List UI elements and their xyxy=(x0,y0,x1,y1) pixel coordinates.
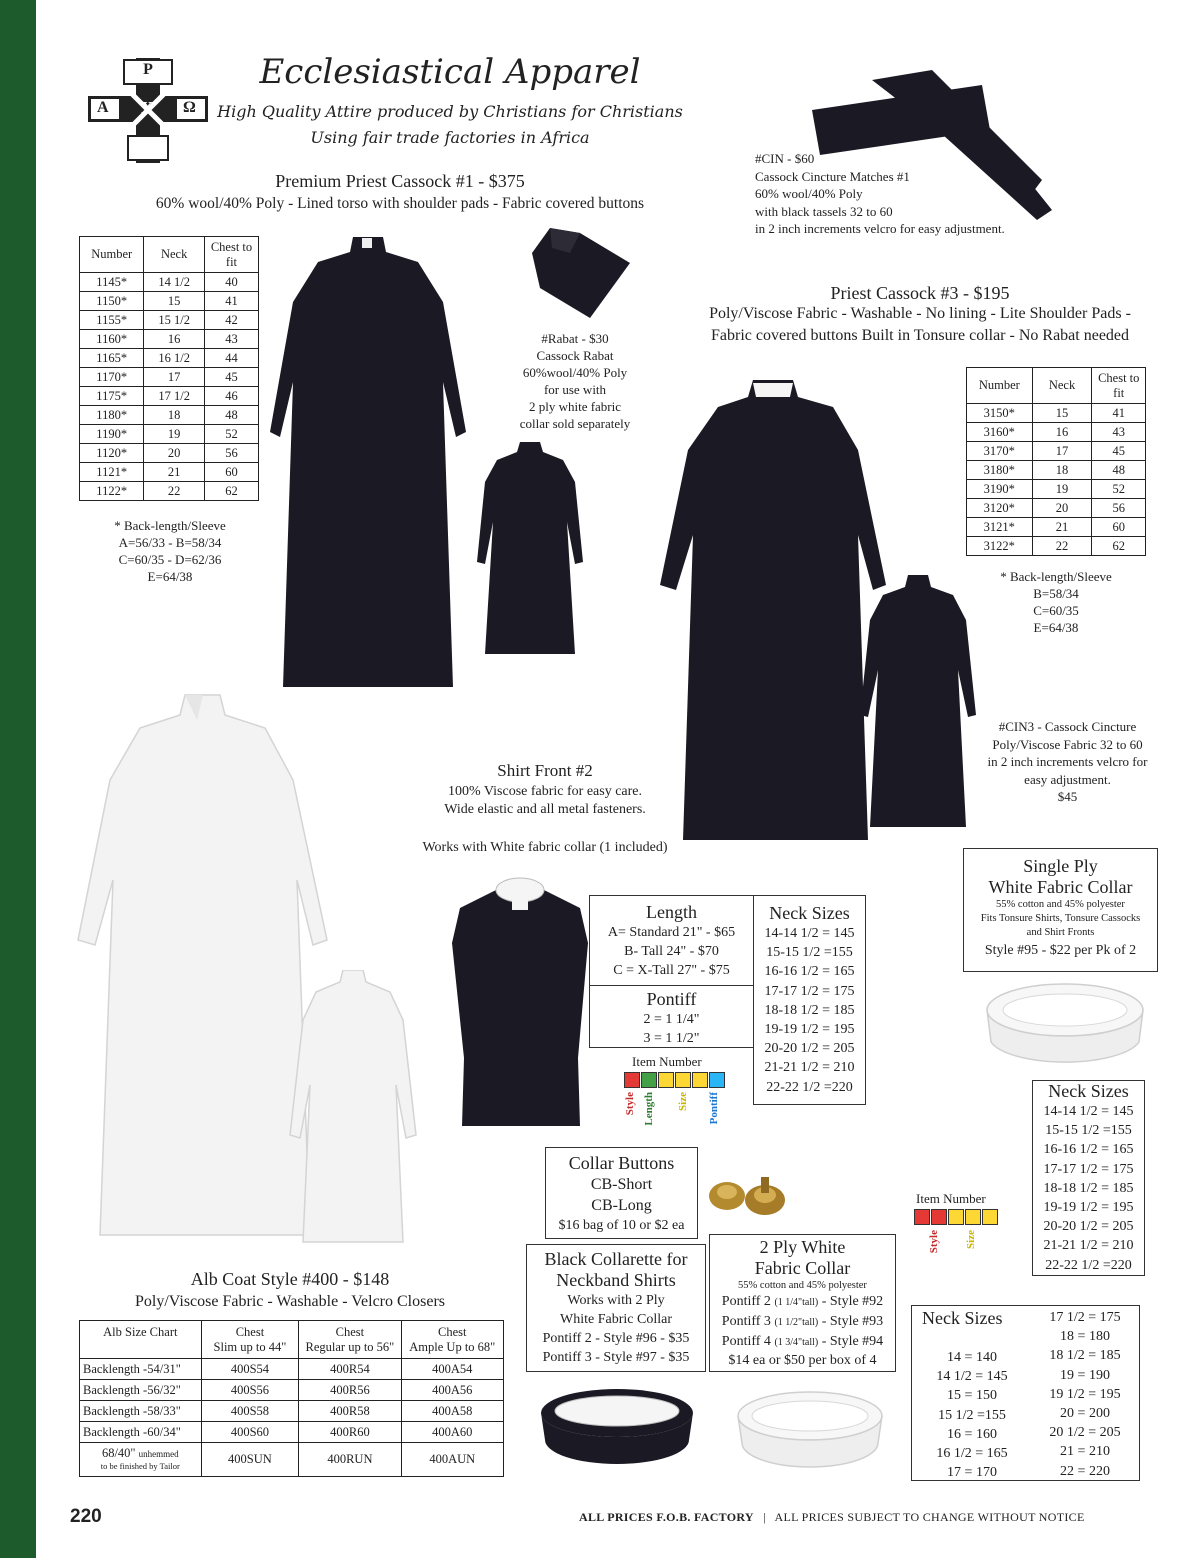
rabat-line: for use with xyxy=(543,382,607,397)
alb-header-slim xyxy=(201,1321,299,1359)
footer-notice xyxy=(579,1510,1085,1525)
two-ply-row xyxy=(710,1292,895,1312)
single-ply-title-2: White Fabric Collar xyxy=(988,877,1133,897)
label-style: Style xyxy=(624,1092,636,1116)
table-cell: 1175* xyxy=(80,387,144,406)
alb-row xyxy=(80,1380,504,1401)
neck-sizes-1-title: Neck Sizes xyxy=(769,903,850,923)
table-cell: 1165* xyxy=(80,349,144,368)
alb-header-size xyxy=(80,1321,202,1359)
note-line: C=60/35 xyxy=(1033,603,1079,618)
rabat-line: 2 ply white fabric xyxy=(528,399,622,414)
neck-size-item: 19-19 1/2 = 195 xyxy=(1043,1200,1134,1216)
header-chest: Chest to fit xyxy=(1092,368,1146,404)
table-cell: 1145* xyxy=(80,273,144,292)
alb-cell: 400S60 xyxy=(201,1422,299,1443)
neck-size-item: 16-16 1/2 = 165 xyxy=(764,964,855,980)
neck-size-item: 18-18 1/2 = 185 xyxy=(1043,1180,1134,1196)
length-title: Length xyxy=(646,902,697,922)
rabat-text xyxy=(505,330,645,432)
table-cell: 41 xyxy=(1092,404,1146,423)
table-cell: 1170* xyxy=(80,368,144,387)
table-cell: 1160* xyxy=(80,330,144,349)
shirt-front-image xyxy=(450,868,590,1130)
item-number-square xyxy=(675,1072,691,1088)
footer-right: ALL PRICES SUBJECT TO CHANGE WITHOUT NOTICE xyxy=(774,1510,1085,1524)
collarette-line: Pontiff 3 - Style #97 - $35 xyxy=(542,1350,690,1365)
cincture-3-text xyxy=(975,718,1160,806)
two-ply-box xyxy=(709,1234,896,1372)
label-pontiff: Pontiff xyxy=(708,1092,720,1125)
premium-cassock-notes xyxy=(70,517,270,585)
alb-header-line: Regular up to 56" xyxy=(305,1339,395,1354)
alb-table xyxy=(79,1320,504,1477)
table-cell: 46 xyxy=(204,387,258,406)
collarette-title-1: Black Collarette for xyxy=(544,1249,688,1269)
neck-size-item: 16 = 160 xyxy=(947,1426,997,1442)
item-number-2-squares xyxy=(914,1209,999,1227)
item-number-square xyxy=(931,1209,947,1225)
table-row xyxy=(80,387,259,406)
header-number: Number xyxy=(80,237,144,273)
length-line: A= Standard 21" - $65 xyxy=(607,925,736,940)
neck-size-item: 15 = 150 xyxy=(947,1388,997,1404)
neck-size-item: 14-14 1/2 = 145 xyxy=(1043,1104,1134,1119)
neck-size-item: 21-21 1/2 = 210 xyxy=(764,1060,855,1076)
neck-sizes-2-box xyxy=(1032,1080,1145,1273)
table-row xyxy=(80,482,259,501)
neck-size-item: 15 1/2 =155 xyxy=(938,1407,1006,1423)
collarette-line: Works with 2 Ply xyxy=(567,1293,665,1308)
logo-letter-x: X xyxy=(141,98,154,117)
two-ply-title-2: Fabric Collar xyxy=(754,1258,851,1278)
table-cell: 20 xyxy=(1032,499,1092,518)
neck-size-item: 17-17 1/2 = 175 xyxy=(1043,1161,1134,1177)
table-row xyxy=(967,442,1146,461)
item-number-square xyxy=(692,1072,708,1088)
item-number-1-squares xyxy=(624,1072,726,1090)
rabat-line: Cassock Rabat xyxy=(536,348,614,363)
cincture-line: $45 xyxy=(1057,789,1078,804)
neck-size-item: 15-15 1/2 =155 xyxy=(1045,1123,1132,1139)
table-cell: 15 1/2 xyxy=(144,311,205,330)
label-size: Size xyxy=(965,1230,977,1249)
table-cell: 45 xyxy=(1092,442,1146,461)
cincture-line: Poly/Viscose Fabric 32 to 60 xyxy=(992,736,1143,752)
neck-size-item: 14 = 140 xyxy=(947,1350,997,1365)
note-line: E=64/38 xyxy=(1033,620,1079,635)
length-box xyxy=(589,895,754,987)
rabat-image xyxy=(530,228,635,320)
table-row xyxy=(967,537,1146,556)
two-ply-style: - Style #92 xyxy=(821,1294,884,1309)
two-ply-height: (1 1/4"tall) xyxy=(774,1297,819,1308)
table-cell: 22 xyxy=(1032,537,1092,556)
table-row xyxy=(80,330,259,349)
two-ply-pontiff: Pontiff 2 xyxy=(721,1294,771,1309)
cassock-3-back-image xyxy=(858,575,978,830)
neck-size-item: 14 1/2 = 145 xyxy=(936,1369,1008,1385)
neck-size-item: 20 1/2 = 205 xyxy=(1049,1425,1121,1441)
table-row xyxy=(80,311,259,330)
neck-size-item: 18 = 180 xyxy=(1060,1329,1110,1345)
alb-cell: 400S54 xyxy=(201,1359,299,1380)
header-neck: Neck xyxy=(1032,368,1092,404)
cassock-3-table xyxy=(966,367,1146,556)
alb-header-line: Chest xyxy=(235,1324,265,1339)
two-ply-small: 55% cotton and 45% polyester xyxy=(738,1280,867,1291)
premium-cassock-title: Premium Priest Cassock #1 - $375 xyxy=(275,171,525,191)
alb-cell: Backlength -58/33" xyxy=(80,1401,202,1422)
alb-cell: Backlength -60/34" xyxy=(80,1422,202,1443)
table-cell: 18 xyxy=(144,406,205,425)
logo-letter-p: P xyxy=(143,61,153,78)
cincture-line: easy adjustment. xyxy=(1024,771,1111,787)
collarette-title-2: Neckband Shirts xyxy=(556,1270,676,1290)
length-line: C = X-Tall 27" - $75 xyxy=(613,963,730,978)
table-cell: 60 xyxy=(204,463,258,482)
table-row xyxy=(80,425,259,444)
alb-title: Alb Coat Style #400 - $148 xyxy=(190,1269,390,1289)
table-row xyxy=(80,349,259,368)
single-ply-small-3: and Shirt Fronts xyxy=(1026,927,1095,938)
shirt-front-title: Shirt Front #2 xyxy=(497,761,593,780)
header-chest: Chest to fit xyxy=(204,237,258,273)
cincture-line: #CIN3 - Cassock Cincture xyxy=(998,719,1137,734)
alb-row xyxy=(80,1401,504,1422)
label-length: Length xyxy=(643,1092,655,1126)
table-cell: 3180* xyxy=(967,461,1033,480)
collar-buttons-title: Collar Buttons xyxy=(568,1153,675,1173)
collarette-image xyxy=(537,1385,697,1467)
alb-header-line: Slim up to 44" xyxy=(213,1339,287,1354)
two-ply-height: (1 1/2"tall) xyxy=(774,1317,819,1328)
neck-sizes-2-title: Neck Sizes xyxy=(1032,1080,1145,1102)
alb-cell: 400S58 xyxy=(201,1401,299,1422)
two-ply-style: - Style #94 xyxy=(821,1334,884,1349)
single-ply-small-2: Fits Tonsure Shirts, Tonsure Cassocks xyxy=(980,913,1141,924)
alb-cell: 400R56 xyxy=(299,1380,401,1401)
item-number-square xyxy=(624,1072,640,1088)
table-cell: 62 xyxy=(204,482,258,501)
logo-letter-a: A xyxy=(97,99,109,116)
cassock-3-desc-1: Poly/Viscose Fabric - Washable - No lining - Lite Shoulder Pads - xyxy=(709,305,1131,322)
item-number-square xyxy=(948,1209,964,1225)
pontiff-box xyxy=(589,985,754,1048)
collar-buttons-box xyxy=(545,1147,698,1239)
neck-size-item: 17-17 1/2 = 175 xyxy=(764,983,855,999)
collar-buttons-line: $16 bag of 10 or $2 ea xyxy=(558,1218,685,1233)
table-row xyxy=(967,480,1146,499)
table-cell: 48 xyxy=(204,406,258,425)
alb-cell: 400R54 xyxy=(299,1359,401,1380)
neck-size-item: 18-18 1/2 = 185 xyxy=(764,1002,855,1018)
table-cell: 16 1/2 xyxy=(144,349,205,368)
table-row xyxy=(967,461,1146,480)
alb-cell: Backlength -54/31" xyxy=(80,1359,202,1380)
alb-cell-unhemmed xyxy=(80,1443,202,1477)
rabat-line: collar sold separately xyxy=(519,416,631,431)
table-cell: 19 xyxy=(1032,480,1092,499)
alb-row xyxy=(80,1422,504,1443)
green-side-bar xyxy=(0,0,36,1558)
item-number-square xyxy=(965,1209,981,1225)
table-row xyxy=(80,444,259,463)
neck-sizes-3-box xyxy=(911,1305,1140,1481)
item-number-square xyxy=(914,1209,930,1225)
two-ply-row xyxy=(710,1332,895,1352)
table-cell: 18 xyxy=(1032,461,1092,480)
alb-header-size-label: Alb Size Chart xyxy=(103,1325,178,1339)
two-ply-style: - Style #93 xyxy=(821,1314,884,1329)
pontiff-title: Pontiff xyxy=(646,989,697,1009)
pontiff-line: 2 = 1 1/4" xyxy=(643,1012,700,1027)
table-cell: 20 xyxy=(144,444,205,463)
table-cell: 1120* xyxy=(80,444,144,463)
collar-buttons-image xyxy=(705,1172,797,1220)
cincture-line: 60% wool/40% Poly xyxy=(755,186,863,201)
neck-size-item: 20 = 200 xyxy=(1060,1406,1110,1422)
item-number-square xyxy=(982,1209,998,1225)
table-row xyxy=(80,406,259,425)
cincture-line: #CIN - $60 xyxy=(755,151,815,166)
two-ply-collar-image xyxy=(735,1388,885,1470)
cassock-3-notes xyxy=(966,568,1146,636)
table-cell: 15 xyxy=(1032,404,1092,423)
note-line: * Back-length/Sleeve xyxy=(114,518,226,533)
two-ply-pontiff: Pontiff 3 xyxy=(721,1314,771,1329)
alb-row xyxy=(80,1443,504,1477)
neck-size-item: 15-15 1/2 =155 xyxy=(766,945,853,961)
table-cell: 3150* xyxy=(967,404,1033,423)
neck-size-item: 17 = 170 xyxy=(947,1465,997,1481)
table-cell: 3122* xyxy=(967,537,1033,556)
table-cell: 21 xyxy=(144,463,205,482)
premium-cassock-desc: 60% wool/40% Poly - Lined torso with shoulder pads - Fabric covered buttons xyxy=(155,195,645,212)
alb-header-ample xyxy=(401,1321,503,1359)
note-line: B=58/34 xyxy=(1033,586,1079,601)
neck-size-item: 19-19 1/2 = 195 xyxy=(764,1022,855,1038)
single-ply-box xyxy=(963,848,1158,972)
table-row xyxy=(80,463,259,482)
two-ply-row xyxy=(710,1312,895,1332)
two-ply-pontiff: Pontiff 4 xyxy=(721,1334,771,1349)
table-row xyxy=(967,404,1146,423)
item-number-2-label: Item Number xyxy=(916,1191,986,1206)
neck-size-item: 18 1/2 = 185 xyxy=(1049,1348,1121,1364)
table-cell: 16 xyxy=(1032,423,1092,442)
table-cell: 60 xyxy=(1092,518,1146,537)
alb-header-regular xyxy=(299,1321,401,1359)
alb-row xyxy=(80,1359,504,1380)
table-cell: 3170* xyxy=(967,442,1033,461)
table-cell: 52 xyxy=(1092,480,1146,499)
length-line: B- Tall 24" - $70 xyxy=(624,944,719,959)
table-row xyxy=(967,423,1146,442)
neck-size-item: 16-16 1/2 = 165 xyxy=(1043,1142,1134,1158)
alb-cell: 400R60 xyxy=(299,1422,401,1443)
table-cell: 17 xyxy=(144,368,205,387)
shirt-front-works-with: Works with White fabric collar (1 included) xyxy=(422,840,668,855)
label-size: Size xyxy=(677,1092,689,1111)
header-number: Number xyxy=(967,368,1033,404)
table-cell: 43 xyxy=(1092,423,1146,442)
table-cell: 43 xyxy=(204,330,258,349)
table-cell: 3190* xyxy=(967,480,1033,499)
single-ply-title-1: Single Ply xyxy=(1023,856,1098,876)
table-cell: 21 xyxy=(1032,518,1092,537)
table-row xyxy=(967,518,1146,537)
alb-header-line: Chest xyxy=(438,1324,467,1339)
alb-cell: 400A54 xyxy=(401,1359,503,1380)
cassock-3-desc-2: Fabric covered buttons Built in Tonsure collar - No Rabat needed xyxy=(710,327,1130,344)
page-number: 220 xyxy=(70,1506,102,1527)
table-cell: 44 xyxy=(204,349,258,368)
rabat-line: #Rabat - $30 xyxy=(541,331,609,346)
premium-cassock-table xyxy=(79,236,259,501)
table-cell: 17 xyxy=(1032,442,1092,461)
subtitle-2: Using fair trade factories in Africa xyxy=(310,128,590,147)
single-ply-style: Style #95 - $22 per Pk of 2 xyxy=(984,943,1137,958)
table-row xyxy=(80,368,259,387)
neck-size-item: 17 1/2 = 175 xyxy=(1049,1310,1121,1325)
collarette-line: White Fabric Collar xyxy=(560,1312,672,1327)
neck-size-item: 21 = 210 xyxy=(1060,1444,1110,1460)
neck-size-item: 19 = 190 xyxy=(1060,1367,1110,1383)
table-row xyxy=(80,292,259,311)
table-cell: 19 xyxy=(144,425,205,444)
table-cell: 56 xyxy=(1092,499,1146,518)
alb-cell: 400A58 xyxy=(401,1401,503,1422)
alb-unhemmed-note: to be finished by Tailor xyxy=(100,1460,180,1471)
table-cell: 62 xyxy=(1092,537,1146,556)
table-cell: 40 xyxy=(204,273,258,292)
item-number-square xyxy=(709,1072,725,1088)
table-cell: 56 xyxy=(204,444,258,463)
logo xyxy=(88,58,208,163)
alb-cell: 400A60 xyxy=(401,1422,503,1443)
premium-cassock-image xyxy=(268,232,468,692)
premium-cassock-back-image xyxy=(475,442,585,657)
table-cell: 3160* xyxy=(967,423,1033,442)
single-ply-collar-image xyxy=(985,980,1145,1075)
alb-desc: Poly/Viscose Fabric - Washable - Velcro Closers xyxy=(135,1293,445,1310)
note-line: A=56/33 - B=58/34 xyxy=(118,535,222,550)
alb-cell: Backlength -56/32" xyxy=(80,1380,202,1401)
cincture-line: in 2 inch increments velcro for xyxy=(987,754,1148,769)
alb-cell: 400AUN xyxy=(401,1443,503,1477)
alb-cell: 400RUN xyxy=(299,1443,401,1477)
item-number-square xyxy=(658,1072,674,1088)
alb-cell: 400R58 xyxy=(299,1401,401,1422)
table-cell: 15 xyxy=(144,292,205,311)
header-neck: Neck xyxy=(144,237,205,273)
label-style: Style xyxy=(928,1230,940,1254)
two-ply-title-1: 2 Ply White xyxy=(759,1237,846,1257)
cincture-line: Cassock Cincture Matches #1 xyxy=(755,168,910,184)
logo-letter-omega: Ω xyxy=(183,99,196,116)
alb-cell: 400SUN xyxy=(201,1443,299,1477)
collarette-box xyxy=(526,1244,706,1372)
single-ply-small-1: 55% cotton and 45% polyester xyxy=(996,899,1125,910)
neck-size-item: 20-20 1/2 = 205 xyxy=(764,1041,855,1057)
table-cell: 1155* xyxy=(80,311,144,330)
table-cell: 45 xyxy=(204,368,258,387)
neck-size-item: 14-14 1/2 = 145 xyxy=(764,926,855,941)
neck-size-item: 21-21 1/2 = 210 xyxy=(1043,1238,1134,1254)
item-number-square xyxy=(641,1072,657,1088)
neck-size-item: 22 = 220 xyxy=(1060,1463,1110,1479)
alb-back-image xyxy=(288,970,418,1245)
two-ply-height: (1 3/4"tall) xyxy=(774,1337,819,1348)
footer-sep: | xyxy=(763,1510,766,1524)
table-row xyxy=(967,499,1146,518)
cassock-3-image xyxy=(658,375,888,845)
alb-unhemmed-main: 68/40" xyxy=(101,1445,136,1460)
note-line: E=64/38 xyxy=(147,569,193,584)
neck-size-item: 16 1/2 = 165 xyxy=(936,1446,1008,1462)
page-title: Ecclesiastical Apparel xyxy=(259,52,641,92)
footer-left: ALL PRICES F.O.B. FACTORY xyxy=(579,1510,754,1524)
neck-size-item: 20-20 1/2 = 205 xyxy=(1043,1219,1134,1235)
alb-header-line: Ample Up to 68" xyxy=(409,1339,496,1354)
table-cell: 52 xyxy=(204,425,258,444)
table-cell: 22 xyxy=(144,482,205,501)
table-cell: 17 1/2 xyxy=(144,387,205,406)
alb-cell: 400A56 xyxy=(401,1380,503,1401)
neck-sizes-1-box xyxy=(753,895,866,1105)
shirt-front-line-2: Wide elastic and all metal fasteners. xyxy=(444,802,646,817)
table-cell: 41 xyxy=(204,292,258,311)
two-ply-price: $14 ea or $50 per box of 4 xyxy=(728,1353,877,1368)
table-cell: 1180* xyxy=(80,406,144,425)
note-line: C=60/35 - D=62/36 xyxy=(118,552,222,567)
cincture-line: with black tassels 32 to 60 xyxy=(755,203,893,219)
table-cell: 42 xyxy=(204,311,258,330)
pontiff-line: 3 = 1 1/2" xyxy=(643,1031,700,1046)
table-cell: 3121* xyxy=(967,518,1033,537)
cassock-3-title: Priest Cassock #3 - $195 xyxy=(830,283,1010,303)
table-cell: 1122* xyxy=(80,482,144,501)
table-row xyxy=(80,273,259,292)
neck-sizes-3-title: Neck Sizes xyxy=(922,1308,1003,1328)
alb-header-line: Chest xyxy=(335,1324,365,1339)
neck-size-item: 19 1/2 = 195 xyxy=(1049,1386,1121,1402)
table-cell: 14 1/2 xyxy=(144,273,205,292)
neck-size-item: 22-22 1/2 =220 xyxy=(766,1079,853,1095)
note-line: * Back-length/Sleeve xyxy=(1000,569,1112,584)
cincture-line: in 2 inch increments velcro for easy adjustment. xyxy=(755,221,1005,236)
table-cell: 16 xyxy=(144,330,205,349)
shirt-front-line-1: 100% Viscose fabric for easy care. xyxy=(447,784,643,799)
neck-size-item: 22-22 1/2 =220 xyxy=(1045,1257,1132,1273)
table-cell: 48 xyxy=(1092,461,1146,480)
alb-unhemmed-small: unhemmed xyxy=(138,1448,179,1459)
table-cell: 1150* xyxy=(80,292,144,311)
collar-buttons-line: CB-Short xyxy=(590,1176,653,1193)
collarette-line: Pontiff 2 - Style #96 - $35 xyxy=(542,1331,690,1346)
rabat-line: 60%wool/40% Poly xyxy=(522,365,628,380)
subtitle-1: High Quality Attire produced by Christians for Christians xyxy=(217,102,683,121)
table-cell: 1121* xyxy=(80,463,144,482)
table-cell: 1190* xyxy=(80,425,144,444)
alb-cell: 400S56 xyxy=(201,1380,299,1401)
table-cell: 3120* xyxy=(967,499,1033,518)
cincture-1-text xyxy=(755,150,1055,238)
item-number-1-label: Item Number xyxy=(632,1054,702,1069)
collar-buttons-line: CB-Long xyxy=(591,1197,652,1214)
